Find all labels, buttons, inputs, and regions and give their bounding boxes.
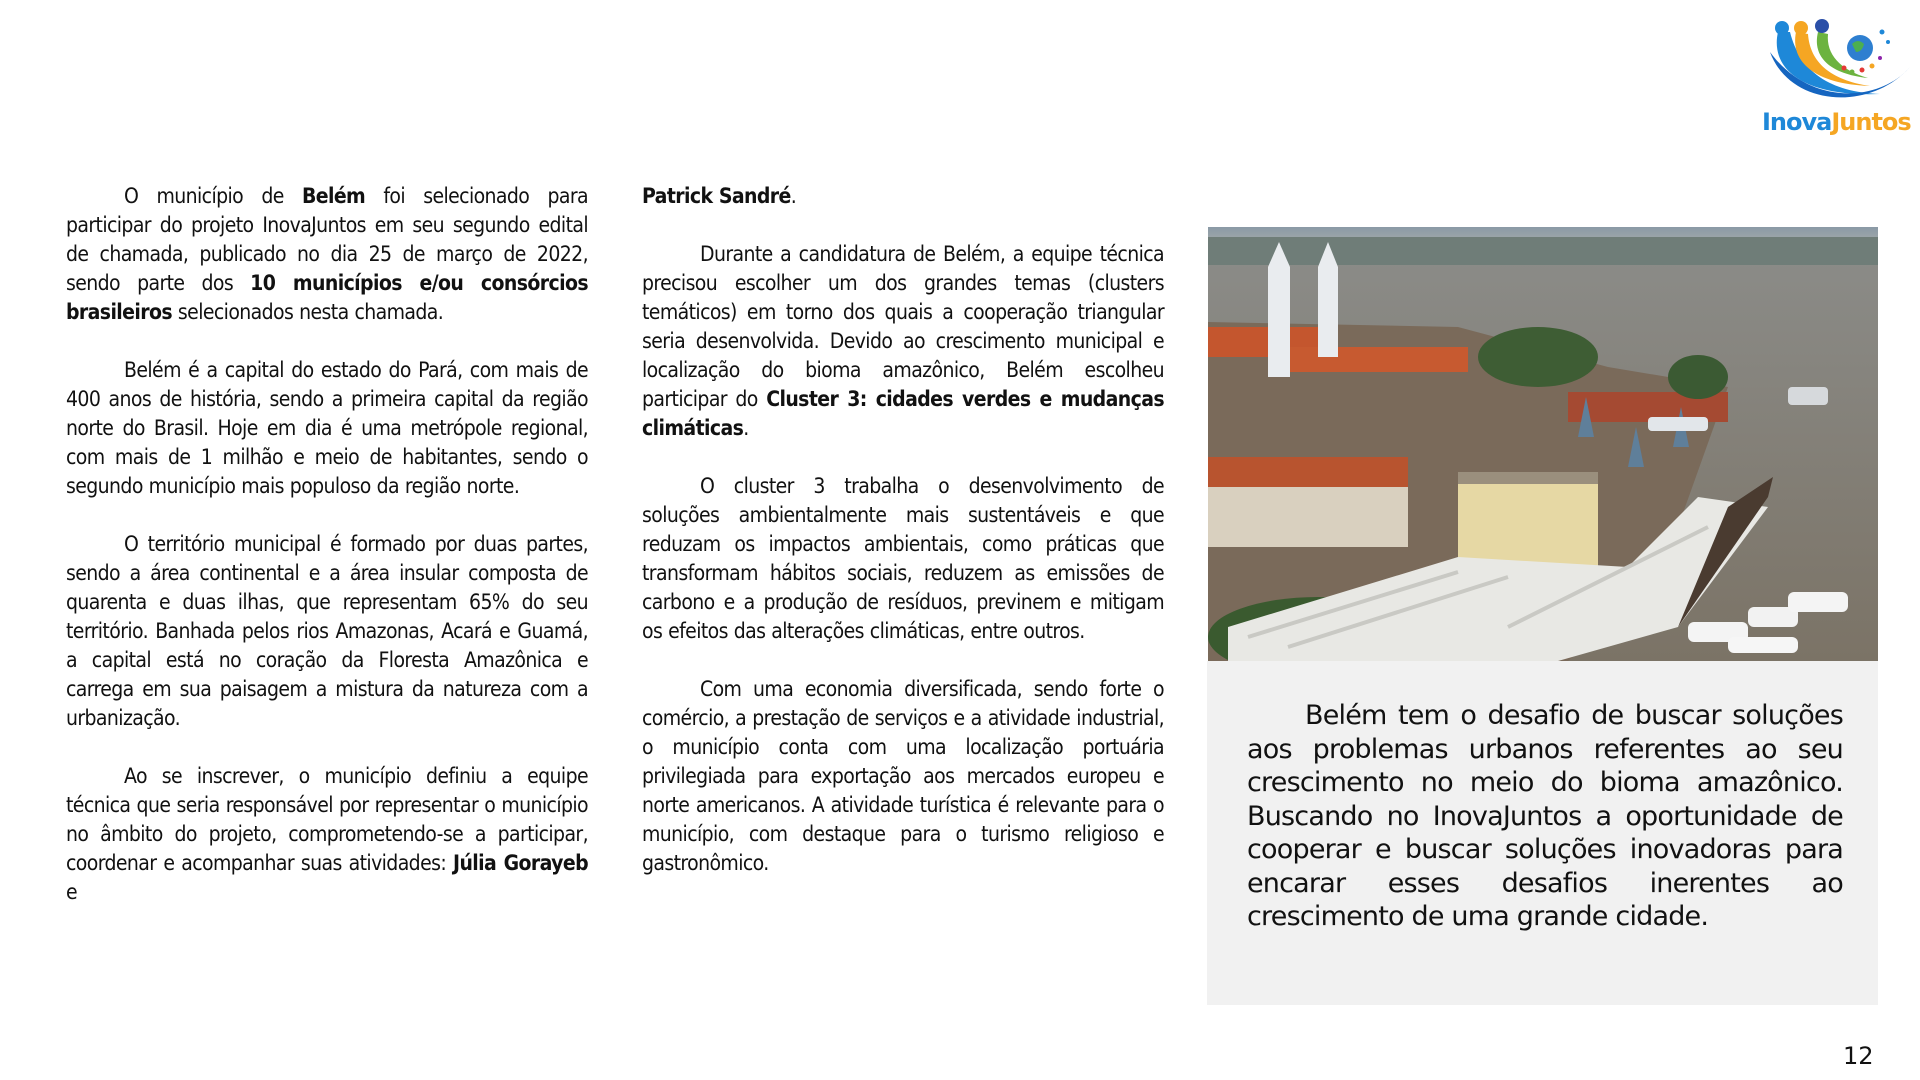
paragraph-cluster-description: O cluster 3 trabalha o desenvolvimento de soluções ambientalmente mais sustentáveis e que reduzam os impactos ambientais, como práticas que transformam hábitos sociais, reduzem as emissões de carbono e a produção de resíduos, previnem e mitigam os efeitos das alterações climáticas, entre outros. <box>642 474 1164 643</box>
paragraph-economy: Com uma economia diversificada, sendo forte o comércio, a prestação de serviços e a atividade industrial, o município conta com uma localização portuária privilegiada para exportação aos mercados europeu e norte americanos. A atividade turística é relevante para o município, com destaque para o turismo religioso e gastronômico. <box>642 677 1164 875</box>
logo-graphic-icon <box>1760 12 1915 137</box>
paragraph-team <box>66 762 588 907</box>
text-run: e <box>66 880 78 904</box>
highlight-callout-box <box>1207 661 1878 1005</box>
callout-text: Belém tem o desafio de buscar soluções aos problemas urbanos referentes ao seu crescimento no meio do bioma amazônico. Buscando no InovaJuntos a oportunidade de cooperar e buscar soluções inovadoras para encarar esses desafios inerentes ao crescimento de uma grande cidade. <box>1247 700 1843 932</box>
page-number: 12 <box>1843 1042 1874 1070</box>
bold-ten-municipalities: 10 municípios e/ou consórcios brasileiros <box>66 271 588 324</box>
paragraph-capital: Belém é a capital do estado do Pará, com mais de 400 anos de história, sendo a primeira capital da região norte do Brasil. Hoje em dia é uma metrópole regional, com mais de 1 milhão e meio de habitantes, sendo o segundo município mais populoso da região norte. <box>66 358 588 498</box>
bold-team-member-2: Patrick Sandré <box>642 184 791 208</box>
belem-waterfront-photo <box>1208 227 1878 661</box>
text-run: Ao se inscrever, o município definiu a equipe técnica que seria responsável por representar o município no âmbito do projeto, comprometendo-se a participar, coordenar e acompanhar suas atividades: <box>66 764 588 875</box>
text-run: . <box>743 416 749 440</box>
photo-illustration <box>1208 227 1878 661</box>
text-run: selecionados nesta chamada. <box>172 300 444 324</box>
paragraph-cluster-choice <box>642 240 1164 443</box>
paragraph-territory: O território municipal é formado por duas partes, sendo a área continental e a área insular composta de quarenta e duas ilhas, que representam 65% do seu território. Banhada pelos rios Amazonas, Acará e Guamá, a capital está no coração da Floresta Amazônica e carrega em sua paisagem a mistura da natureza com a urbanização. <box>66 532 588 730</box>
text-column-2 <box>642 182 1164 907</box>
text-column-1 <box>66 182 588 936</box>
text-run: Durante a candidatura de Belém, a equipe técnica precisou escolher um dos grandes temas (clusters temáticos) em torno dos quais a cooperação triangular seria desenvolvida. Devido ao crescimento municipal e localização do bioma amazônico, Belém escolheu participar do <box>642 242 1164 411</box>
bold-team-member-1: Júlia Gorayeb <box>453 851 589 875</box>
text-run: foi selecionado para participar do projeto InovaJuntos em seu segundo edital de chamada, publicado no dia 25 de março de 2022, sendo parte dos <box>66 184 588 295</box>
paragraph-team-continued <box>642 182 1164 211</box>
inovajuntos-logo <box>1760 12 1915 137</box>
text-run: . <box>790 184 797 208</box>
bold-belem: Belém <box>301 184 366 208</box>
paragraph-selection <box>66 182 588 327</box>
bold-cluster-3: Cluster 3: cidades verdes e mudanças climáticas <box>642 387 1164 440</box>
text-run: O município de <box>124 184 302 208</box>
svg-text:InovaJuntos: InovaJuntos <box>1762 108 1911 136</box>
